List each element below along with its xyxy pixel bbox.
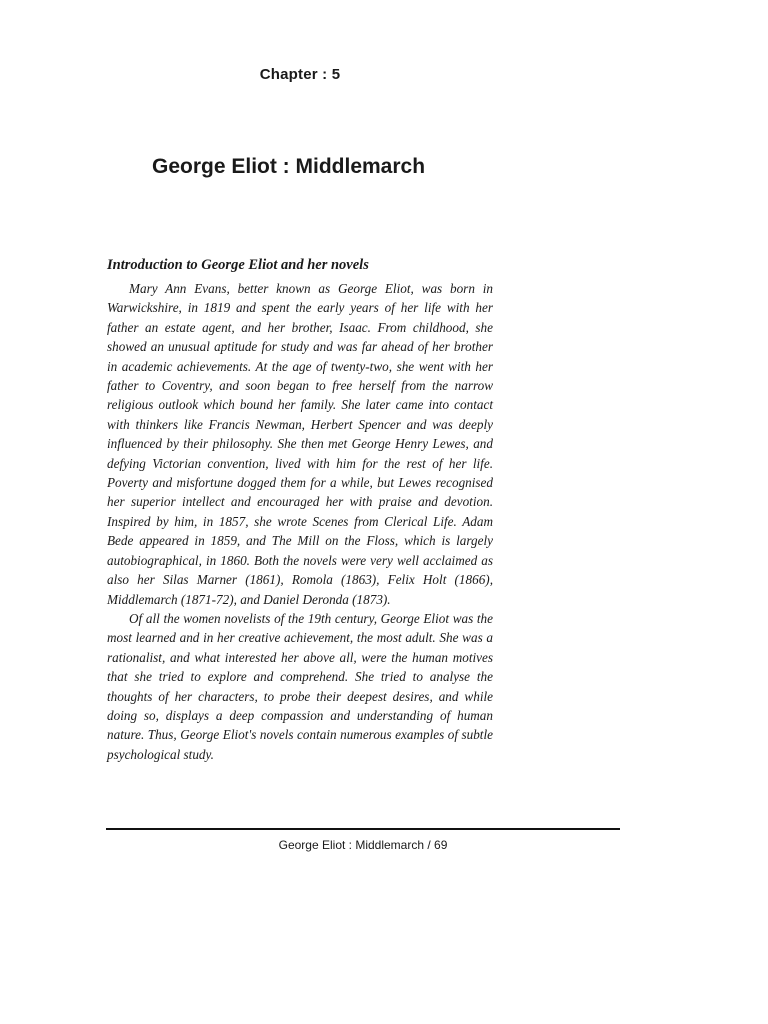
chapter-label: Chapter : 5 bbox=[259, 66, 341, 83]
footer-running-title: George Eliot : Middlemarch / 69 bbox=[278, 838, 448, 852]
paragraph-2: Of all the women novelists of the 19th century, George Eliot was the most learned and in her creative achievement, the most adult. She was a rationalist, and what interested her above all, were the human motives that she tried to explore and comprehend. She tried to analyse the thoughts of her characters, to probe their deepest desires, and while doing so, displays a deep compassion and understanding of human nature. Thus, George Eliot's novels contain numerous examples of subtle psychological study. bbox=[107, 610, 493, 762]
footer-rule bbox=[106, 828, 620, 830]
chapter-title: George Eliot : Middlemarch bbox=[152, 155, 426, 178]
paragraph-1: Mary Ann Evans, better known as George Eliot, was born in Warwickshire, in 1819 and spent the early years of her life with her father an estate agent, and her brother, Isaac. From childhood, she showed an unusual aptitude for study and was far ahead of her brother in academic achievements. At the age of twenty-two, she went with her father to Coventry, and soon began to free herself from the narrow religious outlook which bound her family. She later came into contact with thinkers like Francis Newman, Herbert Spencer and was deeply influenced by their philosophy. She then met George Henry Lewes, and defying Victorian convention, lived with him for the rest of her life. Poverty and misfortune dogged them for a while, but Lewes recognised her superior intellect and encouraged her with praise and devotion. Inspired by him, in 1857, she wrote Scenes from Clerical Life. Adam Bede appeared in 1859, and The Mill on the Floss, which is largely autobiographical, in 1860. Both the novels were very well acclaimed as also her Silas Marner (1861), Romola (1863), Felix Holt (1866), Middlemarch (1871-72), and Daniel Deronda (1873). bbox=[107, 281, 493, 607]
section-heading: Introduction to George Eliot and her novels bbox=[107, 257, 369, 273]
body-text bbox=[107, 279, 493, 764]
